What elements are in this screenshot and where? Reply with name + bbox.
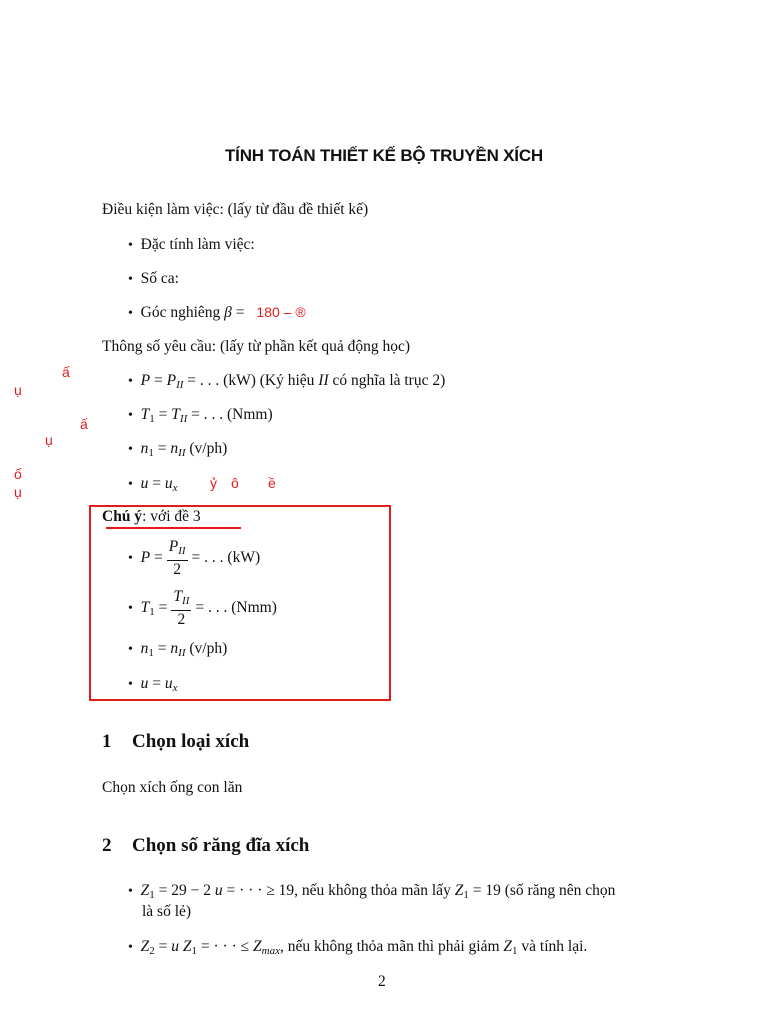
section-2-item-z1-cont: là số lẻ) [142, 903, 192, 920]
note-item-n: • $n1 = n_{II}$ (v/ph) [128, 640, 228, 659]
note-label: Chú ý [102, 508, 143, 525]
params-heading: Thông số yêu cầu: (lấy từ phần kết quả động học) [102, 338, 410, 355]
margin-annotation: ố [14, 466, 22, 482]
note-underline [106, 527, 241, 529]
angle-annotation: 180 – ® [256, 304, 306, 320]
margin-annotation: ấ [62, 364, 70, 380]
u-annotation: ô [231, 475, 239, 491]
margin-annotation: ụ [45, 432, 53, 448]
page-number: 2 [378, 973, 386, 990]
page-title: TÍNH TOÁN THIẾT KẾ BỘ TRUYỀN XÍCH [225, 146, 543, 165]
u-annotation: ỷ [210, 475, 217, 491]
u-annotation: ề [268, 475, 276, 491]
note-item-t: • T1 = $\frac{T_{II}}{2}$ = . . . (Nmm) [128, 588, 277, 628]
section-2-item-z1: • Z1 = 29 − 2 u = · · · ≥ 19, nếu không thỏa mãn lấy Z1 = 19 (số răng nên chọn [128, 882, 616, 901]
section-1-body: Chọn xích ống con lăn [102, 779, 243, 796]
param-item-n: • $n1 = n_{II}$ (v/ph) [128, 440, 228, 459]
margin-annotation: ụ [14, 382, 22, 398]
note-item-p: • P = $\frac{P_{II}}{2}$ = . . . (kW) [128, 538, 261, 578]
section-1-heading: 1 Chọn loại xích [102, 731, 250, 752]
condition-item: • Đặc tính làm việc: [128, 236, 255, 253]
param-item-p: • $P = P_{II}$ = . . . (kW) (Ký hiệu II có nghĩa là trục 2) [128, 372, 446, 391]
note-heading: Chú ý: với đề 3 [102, 508, 201, 525]
param-item-u: • $u = u_x$ [128, 475, 178, 494]
section-2-item-z2: • Z2 = u Z1 = · · · ≤ $Z_{max}$, nếu không thỏa mãn thì phải giảm Z1 và tính lại. [128, 938, 588, 957]
margin-annotation: ụ [14, 484, 22, 500]
condition-item: • Số ca: [128, 270, 179, 287]
param-item-t: • $T1 = T_{II}$ = . . . (Nmm) [128, 406, 273, 425]
conditions-heading: Điều kiện làm việc: (lấy từ đầu đề thiết kế) [102, 201, 369, 218]
section-2-heading: 2 Chọn số răng đĩa xích [102, 835, 310, 856]
condition-item: • Góc nghiêng β = 180 – ® [128, 304, 306, 321]
note-item-u: • $u = u_x$ [128, 675, 178, 694]
margin-annotation: ấ [80, 416, 88, 432]
